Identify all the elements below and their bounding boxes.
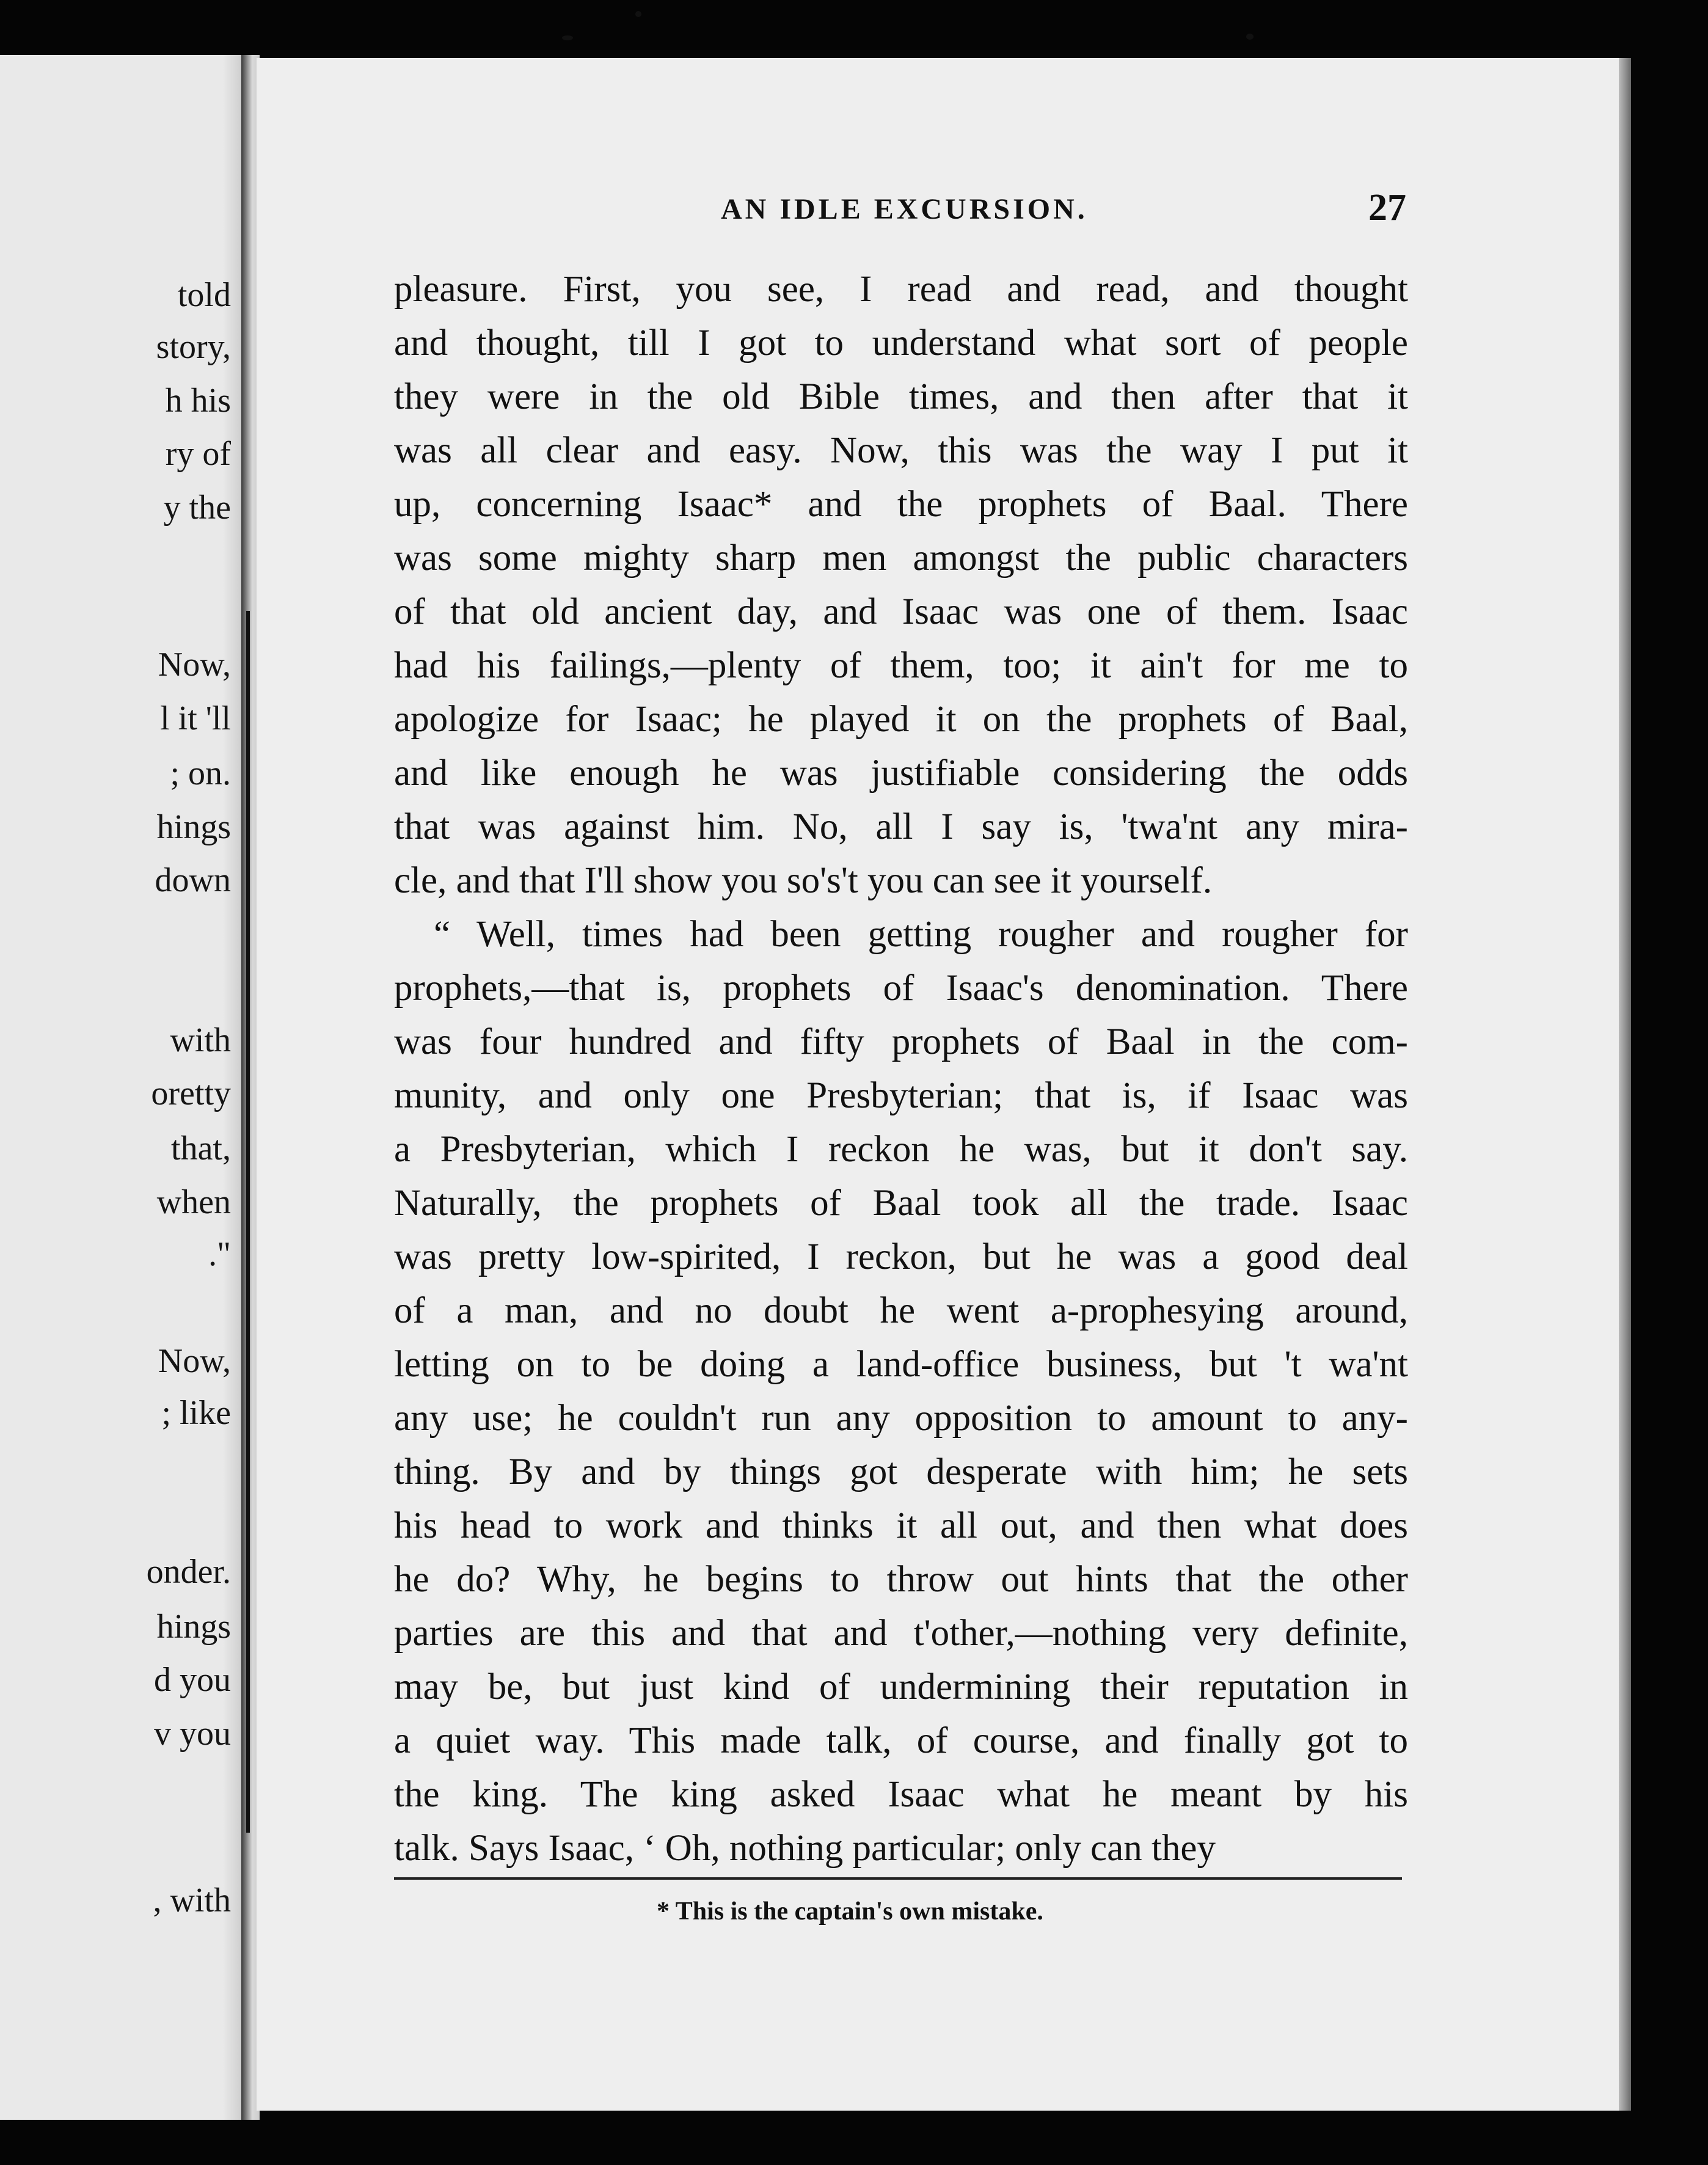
left-page-line: Now, xyxy=(158,646,231,684)
right-page-edge xyxy=(1619,58,1631,2111)
body-line: had his failings,—plenty of them, too; it ain't for me to xyxy=(394,645,1408,686)
binding-crease xyxy=(246,611,250,1833)
left-page-line: story, xyxy=(156,328,231,366)
left-page-line: with xyxy=(170,1021,231,1059)
body-line: munity, and only one Presbyterian; that is, if Isaac was xyxy=(394,1075,1408,1116)
left-page-line: , with xyxy=(153,1882,231,1919)
page-number: 27 xyxy=(1368,187,1406,228)
left-page-line: Now, xyxy=(158,1342,231,1380)
left-page-line: ; like xyxy=(161,1394,231,1432)
body-line: was all clear and easy. Now, this was the way I put it xyxy=(394,430,1408,471)
body-line: cle, and that I'll show you so's't you can see it yourself. xyxy=(394,860,1213,901)
body-line: parties are this and that and t'other,—nothing very definite, xyxy=(394,1613,1408,1654)
left-page-line: oretty xyxy=(151,1075,231,1112)
body-line: they were in the old Bible times, and then after that it xyxy=(394,376,1408,417)
body-line: that was against him. No, all I say is, 'twa'nt any mira- xyxy=(394,806,1408,847)
left-page-line: v you xyxy=(154,1715,231,1753)
left-page-line: l it 'll xyxy=(160,699,231,737)
left-page-line: onder. xyxy=(146,1553,231,1591)
body-line: prophets,—that is, prophets of Isaac's denomination. There xyxy=(394,968,1408,1009)
left-page-line: y the xyxy=(163,489,231,527)
body-line: letting on to be doing a land-office business, but 't wa'nt xyxy=(394,1344,1408,1385)
running-head: AN IDLE EXCURSION. xyxy=(721,193,1088,225)
left-page-line: hings xyxy=(156,808,231,846)
body-line: he do? Why, he begins to throw out hints that the other xyxy=(394,1559,1408,1600)
left-page-line: ry of xyxy=(165,435,231,473)
body-line: “ Well, times had been getting rougher and rougher for xyxy=(434,914,1408,955)
body-line: and like enough he was justifiable considering the odds xyxy=(394,753,1408,794)
body-line: talk. Says Isaac, ‘ Oh, nothing particular; only can they xyxy=(394,1828,1216,1869)
body-line: his head to work and thinks it all out, and then what does xyxy=(394,1505,1408,1546)
left-page-line: h his xyxy=(165,382,231,420)
left-page-line: down xyxy=(155,861,231,899)
left-page-line: that, xyxy=(171,1130,231,1167)
left-page-line: when xyxy=(156,1183,231,1221)
scan-speck xyxy=(635,11,641,17)
left-page-line: hings xyxy=(156,1608,231,1646)
footnote-rule xyxy=(394,1877,1402,1880)
left-page-line: d you xyxy=(154,1661,231,1699)
body-line: apologize for Isaac; he played it on the prophets of Baal, xyxy=(394,699,1408,740)
footnote: * This is the captain's own mistake. xyxy=(657,1897,1043,1926)
body-line: up, concerning Isaac* and the prophets of Baal. There xyxy=(394,484,1408,525)
body-line: was four hundred and fifty prophets of Baal in the com- xyxy=(394,1021,1408,1062)
body-line: thing. By and by things got desperate with him; he sets xyxy=(394,1451,1408,1492)
left-page-line: ." xyxy=(208,1235,231,1273)
body-line: and thought, till I got to understand what sort of people xyxy=(394,323,1408,363)
body-line: a quiet way. This made talk, of course, and finally got to xyxy=(394,1720,1408,1761)
body-line: was some mighty sharp men amongst the public characters xyxy=(394,538,1408,579)
scan-speck xyxy=(1246,34,1254,40)
body-line: pleasure. First, you see, I read and read, and thought xyxy=(394,269,1408,310)
body-line: may be, but just kind of undermining their reputation in xyxy=(394,1667,1408,1707)
body-line: a Presbyterian, which I reckon he was, but it don't say. xyxy=(394,1129,1408,1170)
left-page-line: ; on. xyxy=(170,754,231,792)
body-line: of a man, and no doubt he went a-prophesying around, xyxy=(394,1290,1408,1331)
left-page-line: told xyxy=(177,276,231,314)
body-line: Naturally, the prophets of Baal took all the trade. Isaac xyxy=(394,1183,1408,1224)
scan-speck xyxy=(562,35,573,40)
body-line: of that old ancient day, and Isaac was one of them. Isaac xyxy=(394,591,1408,632)
body-line: was pretty low-spirited, I reckon, but he was a good deal xyxy=(394,1236,1408,1277)
body-line: any use; he couldn't run any opposition to amount to any- xyxy=(394,1398,1408,1439)
body-line: the king. The king asked Isaac what he meant by his xyxy=(394,1774,1408,1815)
